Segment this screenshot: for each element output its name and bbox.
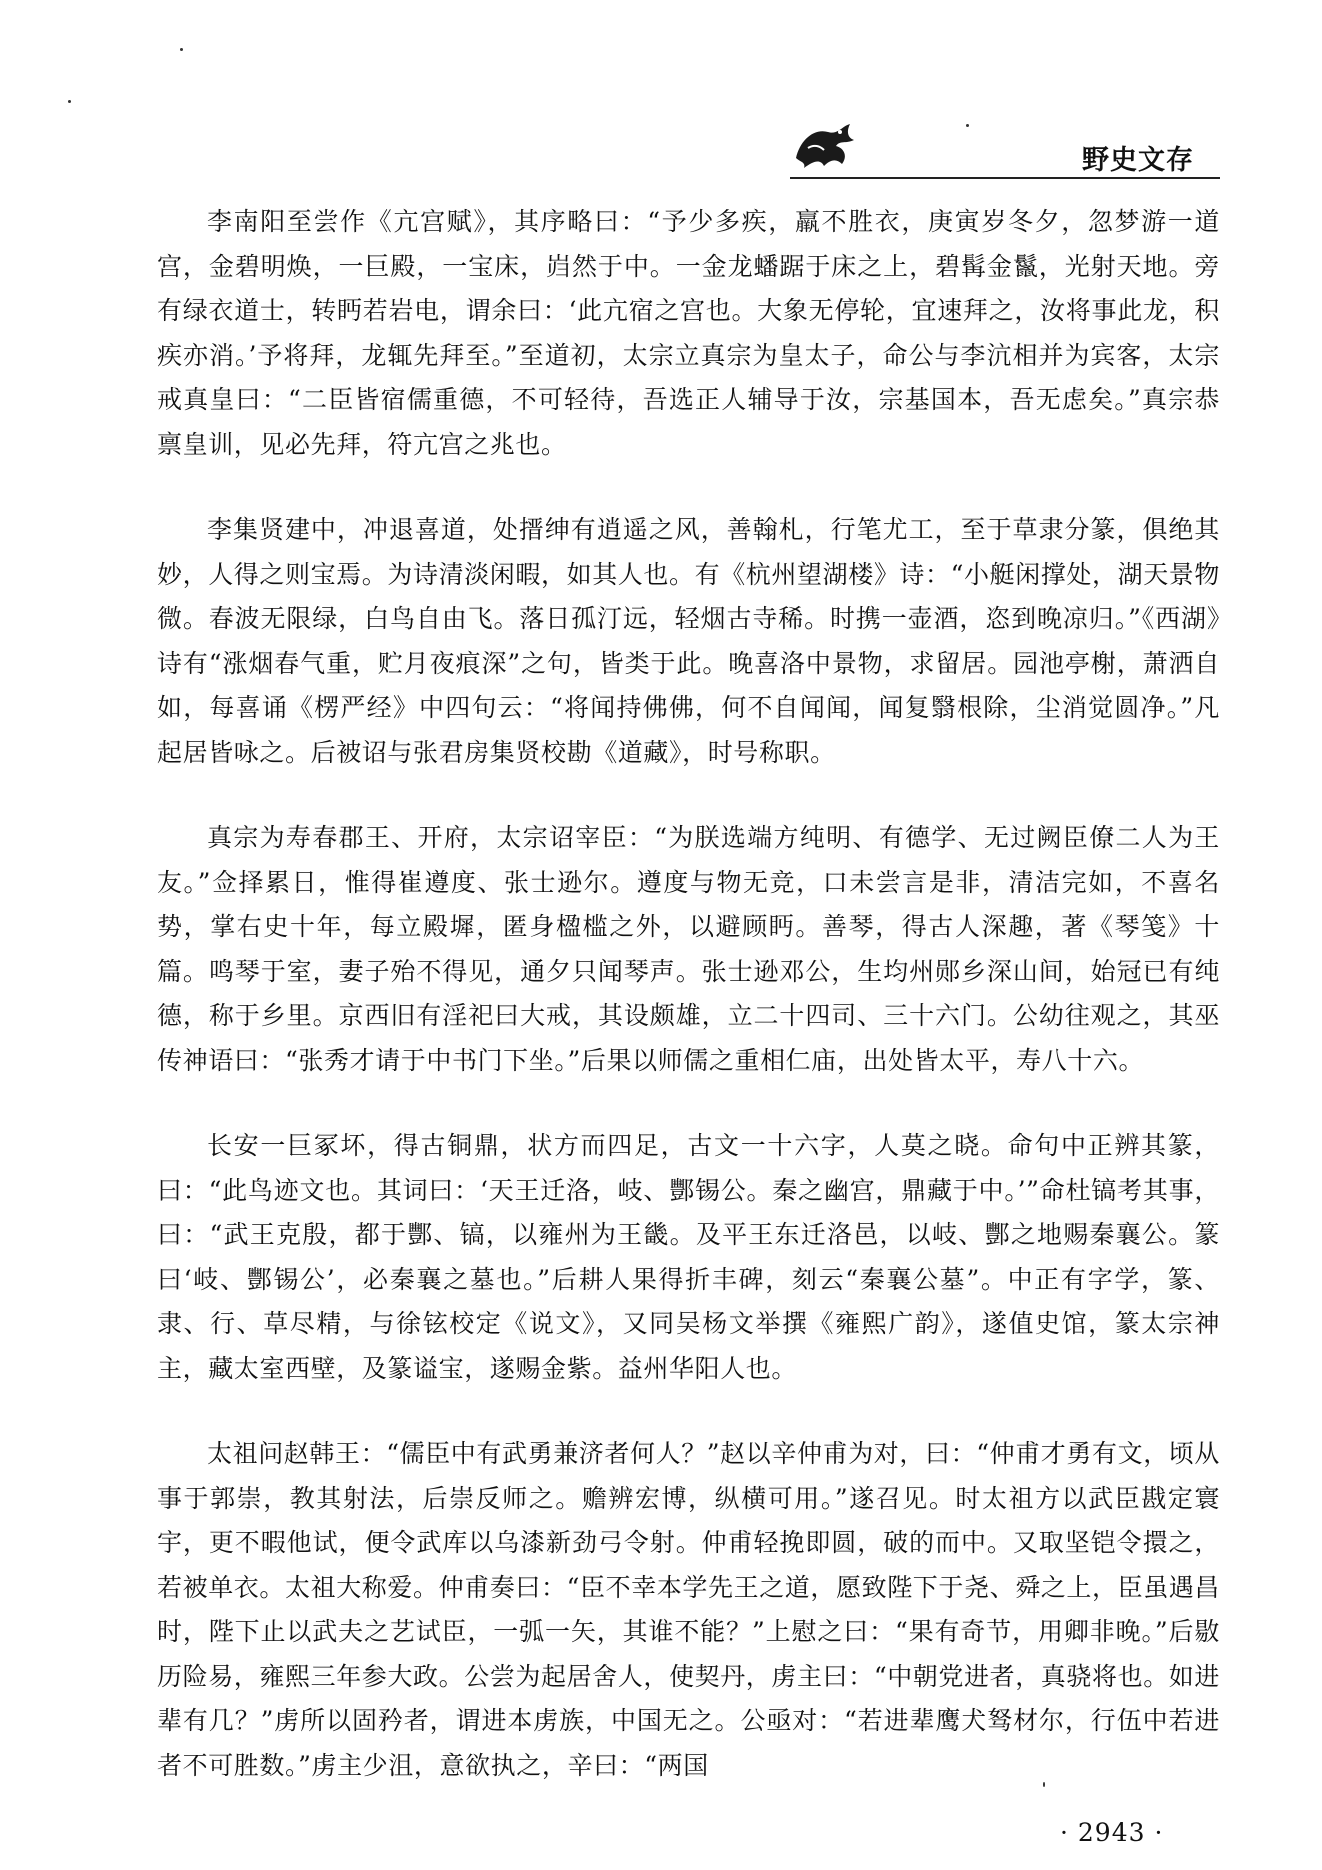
paragraph: 李南阳至尝作《亢宫赋》，其序略曰：“予少多疾，羸不胜衣，庚寅岁冬夕，忽梦游一道宫，金碧明焕，一巨殿，一宝床，岿然于中。一金龙蟠踞于床之上，碧髯金鬣，光射天地。旁有绿衣道士，转眄若岩电，谓余曰：‘此亢宿之宫也。大象无停轮，宜速拜之，汝将事此龙，积疾亦消。’予将拜，龙辄先拜至。”至道初，太宗立真宗为皇太子，命公与李沆相并为宾客，太宗戒真皇曰：“二臣皆宿儒重德，不可轻待，吾选正人辅导于汝，宗基国本，吾无虑矣。”真宗恭禀皇训，见必先拜，符亢宫之兆也。	[157, 207, 1220, 459]
scan-speck	[966, 124, 969, 127]
paragraph: 真宗为寿春郡王、开府，太宗诏宰臣：“为朕选端方纯明、有德学、无过阙臣僚二人为王友。”佥择累日，惟得崔遵度、张士逊尔。遵度与物无竞，口未尝言是非，清洁完如，不喜名势，掌右史十年，每立殿墀，匿身楹槛之外，以避顾眄。善琴，得古人深趣，著《琴笺》十篇。鸣琴于室，妻子殆不得见，通夕只闻琴声。张士逊邓公，生均州郧乡深山间，始冠已有纯德，称于乡里。京西旧有淫祀曰大戒，其设颇雄，立二十四司、三十六门。公幼往观之，其巫传神语曰：“张秀才请于中书门下坐。”后果以师儒之重相仁庙，出处皆太平，寿八十六。	[157, 823, 1220, 1075]
paragraph: 长安一巨冢坏，得古铜鼎，状方而四足，古文一十六字，人莫之晓。命句中正辨其篆，曰：“此鸟迹文也。其词曰：‘天王迁洛，岐、酆锡公。秦之幽宫，鼎藏于中。’”命杜镐考其事，曰：“武王克殷，都于酆、镐，以雍州为王畿。及平王东迁洛邑，以岐、酆之地赐秦襄公。篆曰‘岐、酆锡公’，必秦襄之墓也。”后耕人果得折丰碑，刻云“秦襄公墓”。中正有字学，篆、隶、行、草尽精，与徐铉校定《说文》，又同吴杨文举撰《雍熙广韵》，遂值史馆，篆太宗神主，藏太室西壁，及篆谥宝，遂赐金紫。益州华阳人也。	[157, 1131, 1220, 1383]
scan-speck	[180, 48, 183, 51]
article-body	[157, 200, 1220, 1829]
dragon-emblem-icon	[790, 118, 860, 176]
header-rule	[790, 177, 1220, 179]
section-title: 野史文存	[1082, 145, 1194, 176]
page-number: · 2943 ·	[1060, 1818, 1164, 1847]
paragraph: 太祖问赵韩王：“儒臣中有武勇兼济者何人？”赵以辛仲甫为对，曰：“仲甫才勇有文，顷从事于郭崇，教其射法，后崇反师之。赡辨宏博，纵横可用。”遂召见。时太祖方以武臣戡定寰宇，更不暇他试，便令武库以乌漆新劲弓令射。仲甫轻挽即圆，破的而中。又取坚铠令擐之，若被单衣。太祖大称爱。仲甫奏曰：“臣不幸本学先王之道，愿致陛下于尧、舜之上，臣虽遇昌时，陛下止以武夫之艺试臣，一弧一矢，其谁不能？”上慰之曰：“果有奇节，用卿非晚。”后敭历险易，雍熙三年参大政。公尝为起居舍人，使契丹，虏主曰：“中朝党进者，真骁将也。如进辈有几？”虏所以固矜者，谓进本虏族，中国无之。公亟对：“若进辈鹰犬驽材尔，行伍中若进者不可胜数。”虏主少沮，意欲执之，辛曰：“两国	[157, 1439, 1220, 1780]
scan-speck	[68, 100, 71, 103]
paragraph: 李集贤建中，冲退喜道，处搢绅有逍遥之风，善翰札，行笔尤工，至于草隶分篆，俱绝其妙，人得之则宝焉。为诗清淡闲暇，如其人也。有《杭州望湖楼》诗：“小艇闲撑处，湖天景物微。春波无限绿，白鸟自由飞。落日孤汀远，轻烟古寺稀。时携一壶酒，恣到晚凉归。”《西湖》诗有“涨烟春气重，贮月夜痕深”之句，皆类于此。晚喜洛中景物，求留居。园池亭榭，萧洒自如，每喜诵《楞严经》中四句云：“将闻持佛佛，何不自闻闻，闻复翳根除，尘消觉圆净。”凡起居皆咏之。后被诏与张君房集贤校勘《道藏》，时号称职。	[157, 515, 1220, 767]
running-header	[0, 0, 1322, 190]
